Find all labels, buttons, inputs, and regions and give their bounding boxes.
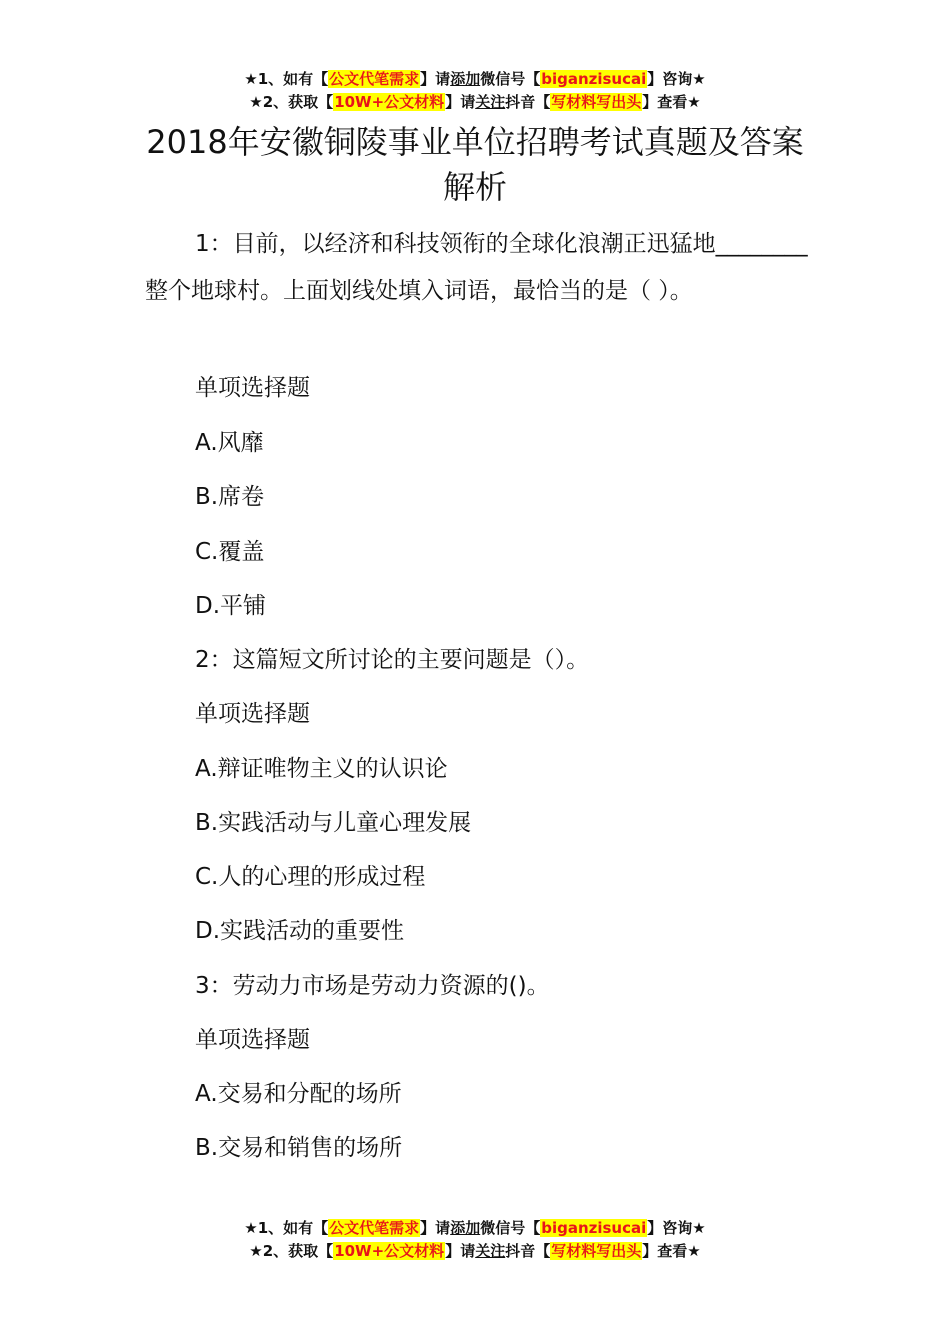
- promo-text: 】请: [445, 93, 476, 111]
- promo-text: ★1、如有【: [244, 1219, 329, 1237]
- promo-line-2: [0, 1240, 950, 1263]
- question-1-option-c: C.覆盖: [195, 539, 265, 565]
- promo-underline: 关注: [475, 1242, 506, 1260]
- promo-text: 】查看★: [642, 1242, 701, 1260]
- promo-highlight: 公文代笔需求: [329, 70, 420, 88]
- question-3-option-b: B.交易和销售的场所: [195, 1135, 403, 1161]
- question-2-option-b: B.实践活动与儿童心理发展: [195, 810, 472, 836]
- promo-highlight: 写材料写出头: [551, 93, 642, 111]
- question-3-option-a: A.交易和分配的场所: [195, 1081, 402, 1107]
- question-1-option-b: B.席卷: [195, 484, 265, 510]
- question-1-option-d: D.平铺: [195, 593, 267, 619]
- promo-banner-top: [0, 68, 950, 114]
- question-1-type: 单项选择题: [195, 375, 310, 401]
- promo-text: ★2、获取【: [249, 1242, 334, 1260]
- promo-highlight: 10W+公文材料: [334, 1242, 445, 1260]
- promo-banner-bottom: [0, 1217, 950, 1263]
- promo-underline: 关注: [475, 93, 506, 111]
- promo-underline: 添加: [450, 70, 481, 88]
- promo-underline: 添加: [450, 1219, 481, 1237]
- promo-highlight: 10W+公文材料: [334, 93, 445, 111]
- promo-line-2: [0, 91, 950, 114]
- promo-line-1: [0, 1217, 950, 1240]
- promo-text: ★2、获取【: [249, 93, 334, 111]
- question-2-option-a: A.辩证唯物主义的认识论: [195, 756, 448, 782]
- promo-text: 】请: [445, 1242, 476, 1260]
- promo-text: 】请: [420, 70, 451, 88]
- promo-text: 微信号【: [480, 1219, 541, 1237]
- promo-highlight: 写材料写出头: [551, 1242, 642, 1260]
- promo-text: 】咨询★: [647, 1219, 706, 1237]
- promo-text: 】查看★: [642, 93, 701, 111]
- document-title: 2018年安徽铜陵事业单位招聘考试真题及答案解析: [146, 123, 804, 206]
- question-2-type: 单项选择题: [195, 701, 310, 727]
- question-2-text: 2：这篇短文所讨论的主要问题是（）。: [195, 647, 590, 673]
- promo-highlight: 公文代笔需求: [329, 1219, 420, 1237]
- question-1-option-a: A.风靡: [195, 430, 264, 456]
- promo-text: 微信号【: [480, 70, 541, 88]
- promo-highlight: biganzisucai: [541, 70, 647, 88]
- promo-text: 抖音【: [505, 1242, 551, 1260]
- promo-text: 】咨询★: [647, 70, 706, 88]
- question-2-option-d: D.实践活动的重要性: [195, 918, 405, 944]
- question-1-text: 1：目前，以经济和科技领衔的全球化浪潮正迅猛地________整个地球村。上面划线处填入词语，最恰当的是（ ）。: [145, 231, 808, 304]
- promo-highlight: biganzisucai: [541, 1219, 647, 1237]
- question-3-type: 单项选择题: [195, 1027, 310, 1053]
- question-3-text: 3：劳动力市场是劳动力资源的()。: [195, 973, 550, 999]
- promo-line-1: [0, 68, 950, 91]
- promo-text: 】请: [420, 1219, 451, 1237]
- promo-text: 抖音【: [505, 93, 551, 111]
- promo-text: ★1、如有【: [244, 70, 329, 88]
- question-2-option-c: C.人的心理的形成过程: [195, 864, 426, 890]
